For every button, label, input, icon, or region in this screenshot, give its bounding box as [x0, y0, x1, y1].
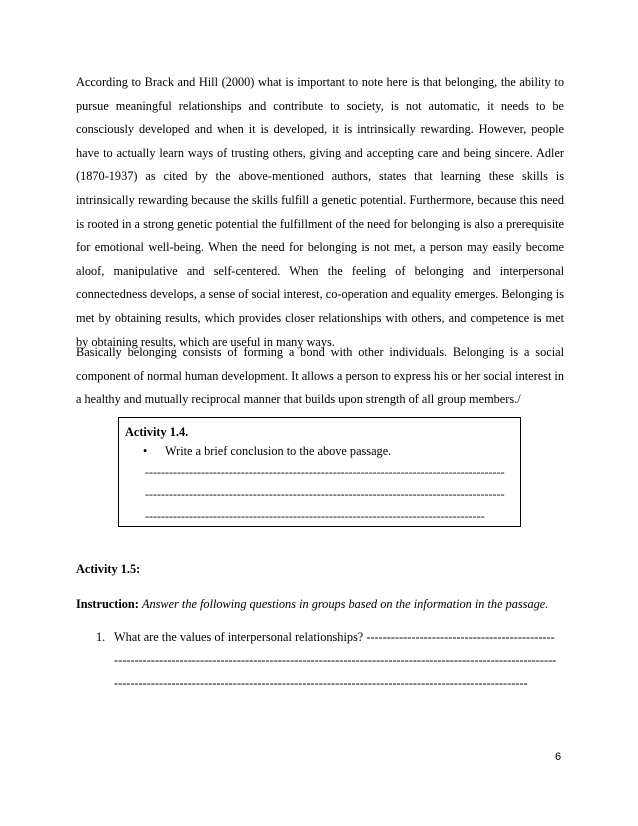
- activity-1-5-heading: Activity 1.5:: [76, 562, 141, 576]
- activity-1-4-bullet: [143, 441, 520, 461]
- body-paragraph-2: Basically belonging consists of forming a bond with other individuals. Belonging is a social component of normal human development. It allows a person to express his or her social interest in a healthy and mutually reciprocal manner that builds upon strength of all group members./: [76, 345, 564, 407]
- question-text: What are the values of interpersonal relationships? ----------------------------------------------: [114, 630, 555, 644]
- question-1: [96, 626, 566, 695]
- instruction-label: Instruction:: [76, 597, 139, 611]
- page-number: 6: [555, 751, 562, 763]
- question-number: 1.: [96, 630, 106, 644]
- answer-line-2: ------------------------------------------------------------------------------------------: [145, 487, 505, 501]
- activity-1-4-bullet-text: Write a brief conclusion to the above passage.: [165, 444, 392, 458]
- activity-1-4-box: [118, 417, 521, 527]
- answer-line-3: -------------------------------------------------------------------------------------: [145, 509, 485, 523]
- question-answer-line-3: -----------------------------------------------------------------------------------------------------: [114, 676, 528, 690]
- question-answer-line-2: ------------------------------------------------------------------------------------------------------------: [114, 653, 557, 667]
- instruction-line: [76, 597, 548, 612]
- activity-1-4-title: Activity 1.4.: [125, 425, 189, 439]
- bullet-icon: •: [143, 444, 148, 458]
- answer-line-1: ------------------------------------------------------------------------------------------: [145, 465, 505, 479]
- body-paragraph-1: According to Brack and Hill (2000) what is important to note here is that belonging, the ability to pursue meaningful relationships and contribute to society, is not automatic, it needs to be consciously developed and when it is developed, it is intrinsically rewarding. However, people have to actually learn ways of trusting others, giving and accepting care and being sincere. Adler (1870-1937) as cited by the above-mentioned authors, states that learning these skills is intrinsically rewarding because the skills fulfill a genetic potential. Furthermore, because this need is rooted in a strong genetic potential the fulfillment of the need for belonging is also a prerequisite for emotional well-being. When the need for belonging is not met, a person may easily become aloof, manipulative and self-centered. When the feeling of belonging and interpersonal connectedness develops, a sense of social interest, co-operation and equality emerges. Belonging is met by obtaining results, which provides closer relationships with others, and competence is met by obtaining results, which are useful in many ways.: [76, 75, 564, 349]
- instruction-text: Answer the following questions in groups based on the information in the passage.: [141, 597, 549, 611]
